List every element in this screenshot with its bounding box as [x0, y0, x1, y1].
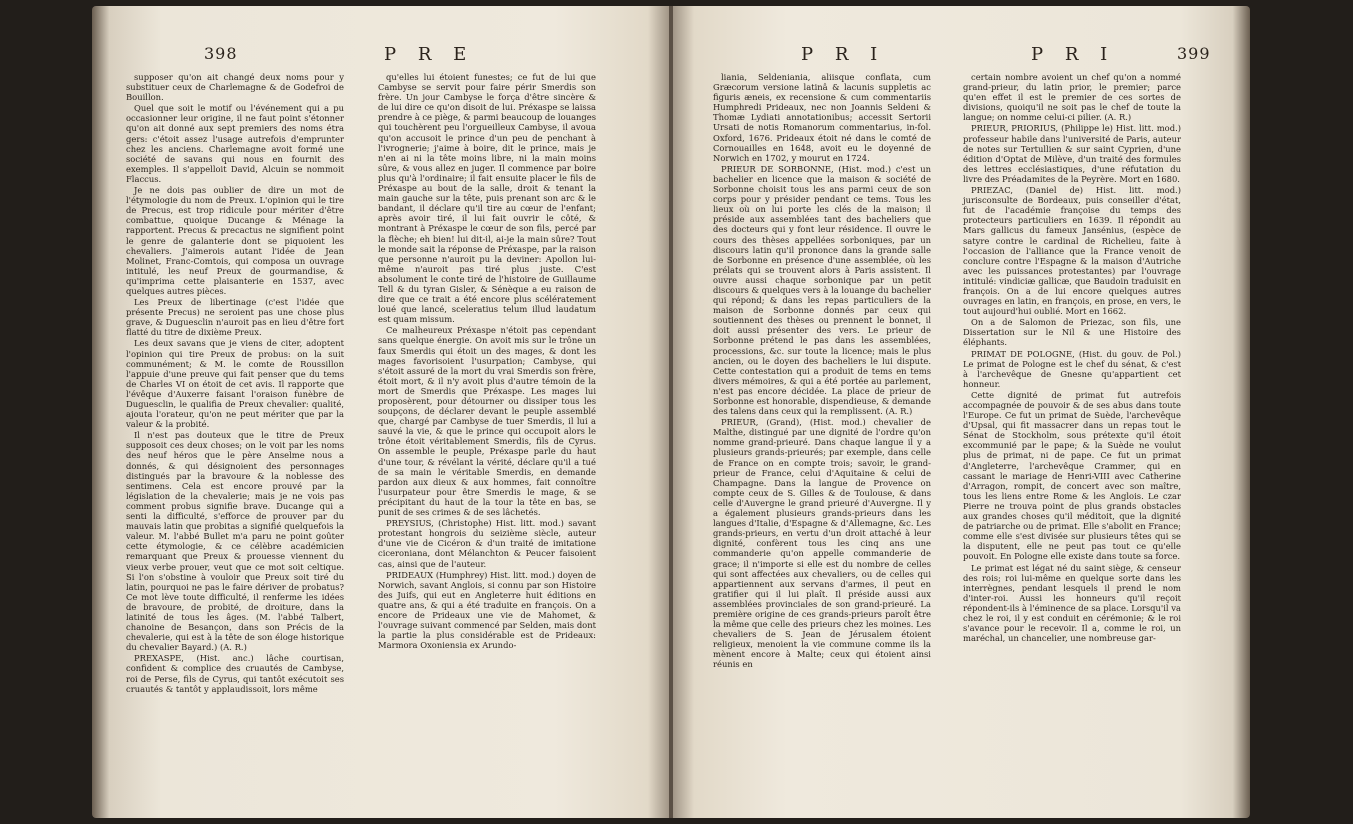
- paragraph: On a de Salomon de Priezac, son fils, une Dissertation sur le Nil & une Histoire des éléphants.: [963, 317, 1181, 348]
- left-page: [92, 6, 671, 818]
- running-head-left: P R I: [801, 44, 886, 65]
- text-column-1: [126, 72, 344, 797]
- paragraph: Les deux savans que je viens de citer, adoptent l'opinion qui tire Preux de probus: on la suit communément; & M. le comte de Roussillon l'appuie d'une preuve qui fait penser que du tems de Charles VI on étoit de cet avis. Il rapporte que l'évêque d'Auxerre faisant l'oraison funèbre de Duguesclin, le qualifia de Preux chevalier: qualité, ajouta l'orateur, qu'on ne peut mériter que par la valeur & la probité.: [126, 338, 344, 430]
- page-number: 399: [1177, 44, 1211, 63]
- paragraph: Le primat est légat né du saint siège, & censeur des rois; roi lui-même en quelque sorte dans les interrègnes, pendant lesquels il prend le nom d'inter-roi. Aussi les honneurs qu'il reçoit répondent-ils à l'éminence de sa place. Lorsqu'il va chez le roi, il y est conduit en cérémonie; & le roi s'avance pour le recevoir. Il a, comme le roi, un maréchal, un chancelier, une nombreuse gar-: [963, 562, 1181, 644]
- paragraph: PRIEUR DE SORBONNE, (Hist. mod.) c'est un bachelier en licence que la maison & société de Sorbonne choisit tous les ans parmi ceux de son corps pour y présider pendant ce tems. Tous les lieux où on lui porte les clés de la maison; il préside aux assemblées tant des bacheliers que des docteurs qui y font leur résidence. Il ouvre le cours des thèses appellées sorboniques, par un discours latin qu'il prononce dans la grande salle de Sorbonne en présence d'une assemblée, où les prélats qui se trouvent alors à Paris assistent. Il ouvre aussi chaque sorbonique par un petit discours & quelques vers à la louange du bachelier qui répond; & dans les repas particuliers de la maison de Sorbonne donnés par ceux qui soutiennent des thèses ou prennent le bonnet, il doit aussi présenter des vers. Le prieur de Sorbonne prétend le pas dans les assemblées, processions, &c. sur toute la licence; mais le plus ancien, ou le doyen des bacheliers le lui dispute. Cette contestation qui a produit de tems en tems divers mémoires, & qui a été portée au parlement, n'est pas encore décidée. La place de prieur de Sorbonne est honorable, dispendieuse, & demande des talens dans ceux qui la remplissent. (A. R.): [713, 163, 931, 417]
- paragraph: Quel que soit le motif ou l'événement qui a pu occasionner leur origine, il ne faut point s'étonner qu'on ait donné aux sept premiers des noms étra gers: c'étoit assez l'usage autrefois d'emprunter chez les anciens. Charlemagne avoit formé une société de savans qui nous en fournit des exemples. Il s'appelloit David, Alcuin se nommoit Flaccus.: [126, 103, 344, 184]
- paragraph: qu'elles lui étoient funestes; ce fut de lui que Cambyse se servit pour faire périr Smerdis son frère. Un jour Cambyse le força d'être sincère & de lui dire ce qu'on disoit de lui. Préxaspe se laissa prendre à ce piège, & parmi beaucoup de louanges qui touchèrent peu l'orgueilleux Cambyse, il avoua qu'on accusoit le prince d'un peu de penchant à l'ivrognerie; j'aime à boire, dit le prince, mais je n'en ai ni la tête moins libre, ni la main moins sûre, & vous allez en juger. Il commence par boire plus qu'à l'ordinaire; il fait ensuite placer le fils de Préxaspe au bout de la salle, droit & tenant la main gauche sur la tête, puis prenant son arc & le bandant, il déclare qu'il tire au cœur de l'enfant; après avoir tiré, il lui fait ouvrir le côté, & montrant à Préxaspe le cœur de son fils, percé par la flèche; eh bien! lui dit-il, ai-je la main sûre? Tout le monde sait la réponse de Préxaspe, par la raison que personne n'auroit pu la deviner: Apollon lui-même n'auroit pas tiré plus juste. C'est absolument le conte tiré de l'histoire de Guillaume Tell & du tyran Gisler, & Sénèque a eu raison de dire que ce trait a été encore plus scélératement loué que lancé, sceleratius telum illud laudatum est quam missum.: [378, 72, 597, 325]
- paragraph: PREXASPE, (Hist. anc.) lâche courtisan, confident & complice des cruautés de Cambyse, roi de Perse, fils de Cyrus, qui tantôt exécutoit ses cruautés & tantôt y applaudissoit, lors même: [126, 653, 344, 694]
- paragraph: supposer qu'on ait changé deux noms pour y substituer ceux de Charlemagne & de Godefroi de Bouillon.: [126, 72, 344, 103]
- right-page: [671, 6, 1250, 818]
- paragraph: liania, Seldeniania, aliisque conflata, cum Græcorum versione latinâ & lacunis suppletis ac figuris æneis, ex recensione & cum commentariis Humphredi Prideaux, nec non Joannis Seldeni & Thomæ Lydiati annotationibus; accessit Sertorii Ursati de notis Romanorum commentarius, in-fol. Oxford, 1676. Prideaux étoit né dans le comté de Cornouailles en 1648, avoit eu le doyenné de Norwich en 1702, y mourut en 1724.: [713, 72, 931, 163]
- paragraph: PREYSIUS, (Christophe) Hist. litt. mod.) savant protestant hongrois du seizième siècle, auteur d'une vie de Cicéron & d'un traité de imitatione ciceroniana, dont Mélanchton & Peucer faisoient cas, ainsi que de l'auteur.: [378, 518, 596, 569]
- paragraph: Cette dignité de primat fut autrefois accompagnée de pouvoir & de ses abus dans toute l'Europe. Ce fut un primat de Suède, l'archevêque d'Upsal, qui fit massacrer dans un repas tout le Sénat de Stockholm, sous prétexte qu'il étoit excommunié par le pape; & la Suède ne voulut plus de primat, ni de pape. Ce fut un primat d'Angleterre, l'archevêque Crammer, qui en cassant le mariage de Henri-VIII avec Catherine d'Arragon, rompit, de concert avec son maître, tous les liens entre Rome & les Anglois. Le czar Pierre ne trouva point de plus grands obstacles aux grandes choses qu'il méditoit, que la dignité de patriarche ou de primat. Elle s'abolit en France; comme elle s'est divisée sur plusieurs têtes qui se la disputent, elle ne peut pas tout ce qu'elle pouvoit. En Pologne elle existe dans toute sa force.: [963, 389, 1181, 562]
- paragraph: Je ne dois pas oublier de dire un mot de l'étymologie du nom de Preux. L'opinion qui le tire de Precus, est trop ridicule pour mériter d'être combattue, quoique Ducange & Ménage la rapportent. Precus & precactus ne signifient point le genre de galanterie dont se piquoient les chevaliers. J'aimerois autant l'idée de Jean Molinet, Franc-Comtois, qui composa un ouvrage intitulé, les neuf Preux de gourmandise, & qu'imprima cette plaisanterie en 1537, avec quelques autres pièces.: [126, 185, 344, 296]
- paragraph: Il n'est pas douteux que le titre de Preux supposoit ces deux choses; on le voit par les noms des neuf héros que le père Anselme nous a donnés, & qui désignoient des personnages distingués par la bravoure & la noblesse des sentimens. Cela est encore prouvé par la législation de la chevalerie; mais je ne vois pas comment probus signifie brave. Ducange qui a senti la difficulté, s'efforce de prouver par du mauvais latin que probitas a signifié quelquefois la valeur. M. l'abbé Bullet m'a paru ne point goûter cette étymologie, & ce célèbre académicien remarquant que Preux & prouesse viennent du vieux verbe prouer, veut que ce mot soit celtique. Si l'on s'obstine à vouloir que Preux soit tiré du latin, pourquoi ne pas le faire dériver de probatus? Ce mot lève toute difficulté, il renferme les idées de bravoure, de probité, de droiture, dans la latinité de tous les âges. (M. l'abbé Talbert, chanoine de Besançon, dans son Précis de la chevalerie, qui est à la tête de son éloge historique du chevalier Bayard.) (A. R.): [126, 430, 344, 653]
- book-spread: [92, 6, 1250, 818]
- paragraph: PRIEZAC, (Daniel de) Hist. litt. mod.) jurisconsulte de Bordeaux, puis conseiller d'état, fut de l'académie françoise du temps des protecteurs particuliers en 1639. Il répondit au Mars gallicus du fameux Jansénius, (espèce de satyre contre le cardinal de Richelieu, faite à l'occasion de l'alliance que la France venoit de conclure contre l'Espagne & la maison d'Autriche avec les puissances protestantes) par l'ouvrage intitulé: vindiciæ gallicæ, que Baudoin traduisit en françois. On a de lui encore quelques autres ouvrages en latin, en françois, en prose, en vers, le tout aujourd'hui oublié. Mort en 1662.: [963, 185, 1181, 317]
- text-column-2: [963, 72, 1181, 797]
- text-column-2: [378, 72, 597, 651]
- page-number: 398: [204, 44, 238, 63]
- paragraph: PRIEUR, (Grand), (Hist. mod.) chevalier de Malthe, distingué par une dignité de l'ordre qu'on nomme grand-prieuré. Dans chaque langue il y a plusieurs grands-prieurés; par exemple, dans celle de France on en compte trois; savoir, le grand-prieur de France, celui d'Aquitaine & celui de Champagne. Dans la langue de Provence on compte ceux de S. Gilles & de Toulouse, & dans celle d'Auvergne le grand prieuré d'Auvergne. Il y a également plusieurs grands-prieurs dans les langues d'Italie, d'Espagne & d'Allemagne, &c. Les grands-prieurs, en vertu d'un droit attaché à leur dignité, confèrent tous les cinq ans une commanderie qu'on appelle commanderie de grace; il n'importe si elle est du nombre de celles qui sont affectées aux chevaliers, ou de celles qui appartiennent aux servans d'armes, il peut en gratifier qui il lui plaît. Il préside aussi aux assemblées provinciales de son grand-prieuré. La première origine de ces grands-prieurs paroît être la même que celle des prieurs chez les moines. Les chevaliers de S. Jean de Jérusalem étoient religieux, menoient la vie commune comme ils la mènent encore à Malte; ceux qui étoient ainsi réunis en: [713, 417, 931, 670]
- running-head-right: P R I: [1031, 44, 1116, 65]
- paragraph: Les Preux de libertinage (c'est l'idée que présente Precus) ne seroient pas une chose plus grave, & Duguesclin n'auroit pas en lieu d'être fort flatté du titre de dixième Preux.: [126, 297, 344, 338]
- paragraph: Ce malheureux Préxaspe n'étoit pas cependant sans quelque énergie. On avoit mis sur le trône un faux Smerdis qui étoit un des mages, & dont les mages favorisoient l'usurpation; Cambyse, qui s'étoit assuré de la mort du vrai Smerdis son frère, étoit mort, & il n'y avoit plus d'autre témoin de la mort de Smerdis que Préxaspe. Les mages lui proposèrent, pour détourner ou dissiper tous les soupçons, de déclarer devant le peuple assemblé que, chargé par Cambyse de tuer Smerdis, il lui a sauvé la vie, & que le prince qui occupoit alors le trône étoit véritablement Smerdis, fils de Cyrus. On assemble le peuple, Préxaspe parle du haut d'une tour, & révélant la vérité, déclare qu'il a tué de sa main le véritable Smerdis, en demande pardon aux dieux & aux hommes, fait connoître l'usurpateur pour être Smerdis le mage, & se précipitant du haut de la tour la tête en bas, se punit de ses crimes & de ses lâchetés.: [378, 325, 596, 518]
- running-head: P R E: [384, 44, 475, 65]
- paragraph: PRIDEAUX (Humphrey) Hist. litt. mod.) doyen de Norwich, savant Anglois, si connu par son Histoire des Juifs, qui eut en Angleterre huit éditions en quatre ans, & qui a été traduite en françois. On a encore de Prideaux une vie de Mahomet, & l'ouvrage suivant commencé par Selden, mais dont la partie la plus considérable est de Prideaux: Marmora Oxoniensia ex Arundo-: [378, 569, 596, 651]
- paragraph: certain nombre avoient un chef qu'on a nommé grand-prieur, du latin prior, le premier; parce qu'en effet il est le premier de ces sortes de divisions, quoiqu'il ne soit pas le chef de toute la langue; on nomme celui-ci pilier. (A. R.): [963, 72, 1181, 123]
- text-column-1: [713, 72, 931, 670]
- paragraph: PRIEUR, PRIORIUS, (Philippe le) Hist. litt. mod.) professeur habile dans l'université de Paris, auteur de notes sur Tertullien & sur saint Cyprien, d'une édition d'Optat de Milève, d'un traité des formules des lettres ecclésiastiques, d'une réfutation du livre des Préadamites de la Peyrère. Mort en 1680.: [963, 123, 1181, 184]
- paragraph: PRIMAT DE POLOGNE, (Hist. du gouv. de Pol.) Le primat de Pologne est le chef du sénat, & c'est à l'archevêque de Gnesne qu'appartient cet honneur.: [963, 348, 1181, 389]
